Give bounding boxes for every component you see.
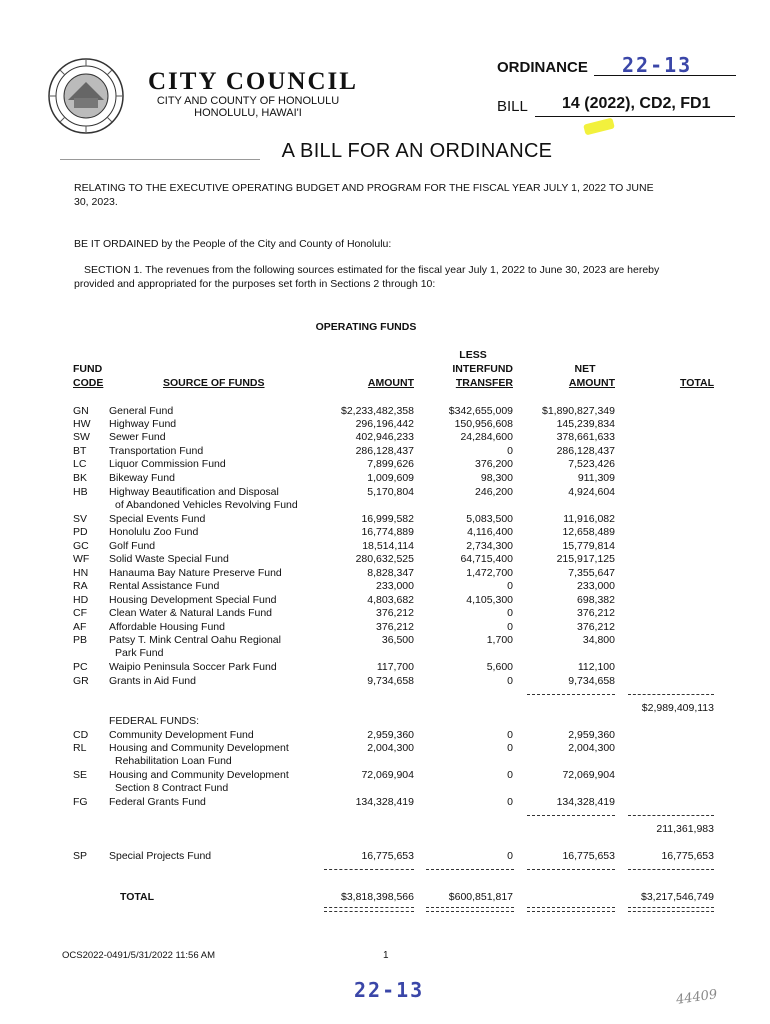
fund-net: 233,000	[577, 580, 615, 592]
fund-code: GC	[73, 540, 89, 552]
fund-source: Housing and Community Development	[109, 769, 289, 781]
fund-net: 286,128,437	[556, 445, 615, 457]
fund-interfund: 5,600	[486, 661, 513, 673]
fund-net: 134,328,419	[556, 796, 615, 808]
table-row	[0, 729, 770, 742]
fund-code: SW	[73, 431, 90, 443]
fund-source: Golf Fund	[109, 540, 156, 552]
header-code: CODE	[73, 377, 104, 389]
fund-interfund: 0	[507, 796, 513, 808]
fund-amount: 4,803,682	[367, 594, 414, 606]
grand-total-amount: $3,818,398,566	[341, 891, 414, 903]
table-row	[0, 445, 770, 458]
header-less: LESS	[459, 349, 487, 361]
fund-source: Highway Fund	[109, 418, 177, 430]
fund-amount: 286,128,437	[355, 445, 414, 457]
fund-net: 2,959,360	[568, 729, 615, 741]
fund-code: CD	[73, 729, 89, 741]
fund-source: Patsy T. Mink Central Oahu Regional	[109, 634, 281, 646]
fund-net: 4,924,604	[568, 486, 615, 498]
table-row	[0, 850, 770, 863]
fund-source: Grants in Aid Fund	[109, 675, 196, 687]
table-row	[0, 621, 770, 634]
fund-source: Special Events Fund	[109, 513, 206, 525]
fund-amount: 5,170,804	[367, 486, 414, 498]
city-seal-logo	[48, 58, 124, 134]
fund-interfund: 5,083,500	[466, 513, 513, 525]
fund-interfund: 24,284,600	[460, 431, 513, 443]
fund-net: 378,661,633	[556, 431, 615, 443]
fund-code: PB	[73, 634, 88, 646]
fund-net: 7,355,647	[568, 567, 615, 579]
fund-source: Rental Assistance Fund	[109, 580, 220, 592]
relating-clause: RELATING TO THE EXECUTIVE OPERATING BUDGET AND PROGRAM FOR THE FISCAL YEAR JULY 1, 2022 TO JUNE 30, 2023.	[74, 182, 654, 208]
fund-source: General Fund	[109, 405, 174, 417]
fund-net: 911,309	[577, 472, 615, 484]
fund-net: 7,523,426	[568, 458, 615, 470]
fund-net: 15,779,814	[562, 540, 615, 552]
fund-code: SP	[73, 850, 88, 862]
fund-code: HD	[73, 594, 89, 606]
fund-code: HN	[73, 567, 89, 579]
fund-source: Housing Development Special Fund	[109, 594, 277, 606]
total-double-underline	[628, 907, 714, 912]
table-row	[0, 405, 770, 418]
grand-total-row	[0, 891, 770, 904]
table-row	[0, 472, 770, 485]
table-row	[0, 594, 770, 607]
table-row	[0, 661, 770, 674]
fund-net: 112,100	[577, 661, 615, 673]
fund-code: WF	[73, 553, 90, 565]
document-title: A BILL FOR AN ORDINANCE	[281, 140, 553, 162]
fund-code: LC	[73, 458, 87, 470]
fund-interfund: 0	[507, 580, 513, 592]
fund-total: 16,775,653	[661, 850, 714, 862]
fund-source: Highway Beautification and Disposal	[109, 486, 279, 498]
header-amount: AMOUNT	[367, 377, 414, 389]
fund-source: Transportation Fund	[109, 445, 204, 457]
fund-source: Bikeway Fund	[109, 472, 175, 484]
interfund-double-underline	[426, 907, 514, 912]
fund-interfund: 4,116,400	[467, 526, 513, 538]
fund-amount: 233,000	[376, 580, 414, 592]
fund-source: Clean Water & Natural Lands Fund	[109, 607, 273, 619]
fund-net: 2,004,300	[568, 742, 615, 754]
header-net-amount: AMOUNT	[568, 377, 615, 389]
table-row-continuation	[0, 499, 770, 512]
fund-net: 376,212	[577, 607, 615, 619]
fund-source: Honolulu Zoo Fund	[109, 526, 199, 538]
table-row	[0, 526, 770, 539]
council-title: CITY COUNCIL	[148, 68, 358, 95]
header-source: SOURCE OF FUNDS	[163, 377, 265, 389]
table-row	[0, 486, 770, 499]
fund-net: 16,775,653	[562, 850, 615, 862]
fund-net: 11,916,082	[563, 513, 615, 525]
fund-code: HW	[73, 418, 91, 430]
net-underline	[527, 815, 615, 816]
fund-source: Waipio Peninsula Soccer Park Fund	[109, 661, 277, 673]
fund-source: Hanauma Bay Nature Preserve Fund	[109, 567, 282, 579]
federal-funds-heading: FEDERAL FUNDS:	[109, 715, 200, 727]
fund-amount: 16,774,889	[361, 526, 414, 538]
section-1-text	[74, 263, 674, 291]
net-underline	[527, 869, 615, 870]
ordinance-number-stamp: 22-13	[622, 53, 693, 77]
total-underline	[628, 815, 714, 816]
fund-code: FG	[73, 796, 88, 808]
fund-source-cont: Park Fund	[115, 647, 164, 659]
total-underline	[628, 869, 714, 870]
council-sub-line2: HONOLULU, HAWAI'I	[194, 107, 302, 119]
fund-code: RL	[73, 742, 87, 754]
fund-amount: 8,828,347	[367, 567, 414, 579]
fund-amount: 36,500	[381, 634, 414, 646]
interfund-underline	[426, 869, 514, 870]
ordinance-number-stamp-bottom: 22-13	[354, 978, 425, 1002]
fund-interfund: 1,700	[486, 634, 513, 646]
fund-net: 12,658,489	[562, 526, 615, 538]
header-interfund: INTERFUND	[452, 363, 513, 375]
fund-amount: 376,212	[376, 621, 414, 633]
section-1-body: SECTION 1. The revenues from the following sources estimated for the fiscal year July 1, 2022 to June 30, 2023 are hereby provided and appropriated for the purposes set forth in Sections 2 through 10:	[74, 264, 660, 290]
fund-source-cont: Section 8 Contract Fund	[115, 782, 229, 794]
council-sub-line1: CITY AND COUNTY OF HONOLULU	[156, 95, 340, 107]
fund-amount: 2,004,300	[367, 742, 414, 754]
table-row	[0, 580, 770, 593]
fund-amount: $2,233,482,358	[341, 405, 414, 417]
fund-source: Affordable Housing Fund	[109, 621, 225, 633]
grand-total-net: $3,217,546,749	[641, 891, 714, 903]
subtotal-operating: $2,989,409,113	[641, 702, 714, 714]
fund-interfund: 64,715,400	[460, 553, 513, 565]
fund-amount: 1,009,609	[367, 472, 414, 484]
fund-amount: 134,328,419	[355, 796, 414, 808]
fund-code: BT	[73, 445, 87, 457]
operating-funds-heading: OPERATING FUNDS	[315, 321, 417, 333]
fund-source: Sewer Fund	[109, 431, 166, 443]
fund-amount: 376,212	[376, 607, 414, 619]
table-row	[0, 634, 770, 647]
fund-source: Solid Waste Special Fund	[109, 553, 229, 565]
bill-underline	[535, 116, 735, 117]
highlighter-mark	[583, 118, 615, 136]
bill-number: 14 (2022), CD2, FD1	[562, 95, 711, 112]
table-row	[0, 418, 770, 431]
fund-amount: 7,899,626	[367, 458, 414, 470]
amount-double-underline	[324, 907, 414, 912]
subtotal-federal: 211,361,983	[656, 823, 714, 835]
fund-code: RA	[73, 580, 88, 592]
fund-source: Special Projects Fund	[109, 850, 212, 862]
header-transfer: TRANSFER	[455, 377, 513, 389]
ordinance-label: ORDINANCE	[497, 59, 588, 76]
table-row	[0, 540, 770, 553]
table-row	[0, 431, 770, 444]
fund-interfund: 0	[507, 607, 513, 619]
fund-net: 9,734,658	[568, 675, 615, 687]
fund-interfund: 1,472,700	[466, 567, 513, 579]
fund-amount: 117,700	[376, 661, 414, 673]
fund-source: Housing and Community Development	[109, 742, 289, 754]
fund-interfund: 150,956,608	[454, 418, 513, 430]
fund-interfund: 2,734,300	[466, 540, 513, 552]
fund-code: AF	[73, 621, 87, 633]
fund-net: 698,382	[577, 594, 615, 606]
table-row	[0, 553, 770, 566]
federal-heading-row	[0, 715, 770, 728]
fund-code: PD	[73, 526, 88, 538]
header-fund: FUND	[73, 363, 103, 375]
fund-interfund: 0	[507, 850, 513, 862]
page-number: 1	[383, 950, 389, 961]
subtotal-federal-row	[0, 823, 770, 836]
net-underline	[527, 694, 615, 695]
fund-net: 34,800	[582, 634, 615, 646]
handwritten-note: 44409	[675, 987, 719, 1008]
fund-interfund: 98,300	[480, 472, 513, 484]
table-row-continuation	[0, 647, 770, 660]
enacting-clause: BE IT ORDAINED by the People of the City and County of Honolulu:	[74, 238, 392, 250]
fund-interfund: 0	[507, 621, 513, 633]
fund-code: CF	[73, 607, 87, 619]
fund-source: Community Development Fund	[109, 729, 254, 741]
fund-interfund: 4,105,300	[466, 594, 513, 606]
fund-amount: 280,632,525	[355, 553, 414, 565]
amount-underline	[324, 869, 414, 870]
fund-interfund: 0	[507, 742, 513, 754]
fund-net: $1,890,827,349	[542, 405, 615, 417]
subtotal-operating-row	[0, 702, 770, 715]
table-row	[0, 607, 770, 620]
fund-net: 145,239,834	[556, 418, 615, 430]
fund-amount: 2,959,360	[367, 729, 414, 741]
table-row	[0, 513, 770, 526]
header-total: TOTAL	[679, 377, 714, 389]
fund-net: 376,212	[577, 621, 615, 633]
table-row	[0, 458, 770, 471]
table-row-continuation	[0, 782, 770, 795]
fund-code: GN	[73, 405, 89, 417]
fund-code: HB	[73, 486, 88, 498]
fund-amount: 72,069,904	[361, 769, 414, 781]
table-row	[0, 796, 770, 809]
table-row-continuation	[0, 755, 770, 768]
fund-code: SE	[73, 769, 88, 781]
net-double-underline	[527, 907, 615, 912]
table-row	[0, 769, 770, 782]
fund-code: BK	[73, 472, 88, 484]
fund-interfund: 0	[507, 445, 513, 457]
document-id: OCS2022-0491/5/31/2022 11:56 AM	[62, 950, 215, 961]
bill-label: BILL	[497, 98, 528, 115]
fund-code: SV	[73, 513, 88, 525]
fund-interfund: 0	[507, 675, 513, 687]
table-row	[0, 675, 770, 688]
fund-code: PC	[73, 661, 88, 673]
fund-source: Liquor Commission Fund	[109, 458, 226, 470]
table-row	[0, 567, 770, 580]
fund-amount: 296,196,442	[355, 418, 414, 430]
fund-amount: 16,999,582	[361, 513, 414, 525]
fund-source: Federal Grants Fund	[109, 796, 206, 808]
fund-interfund: 376,200	[475, 458, 513, 470]
fund-amount: 18,514,114	[362, 540, 414, 552]
council-subtitle	[148, 95, 348, 119]
fund-amount: 16,775,653	[361, 850, 414, 862]
fund-amount: 9,734,658	[367, 675, 414, 687]
total-underline	[628, 694, 714, 695]
fund-source-cont: of Abandoned Vehicles Revolving Fund	[115, 499, 298, 511]
fund-interfund: 0	[507, 729, 513, 741]
fund-net: 72,069,904	[562, 769, 615, 781]
fund-net: 215,917,125	[556, 553, 615, 565]
fund-code: GR	[73, 675, 89, 687]
table-row	[0, 742, 770, 755]
fund-interfund: 246,200	[475, 486, 513, 498]
grand-total-label: TOTAL	[120, 891, 155, 903]
grand-total-interfund: $600,851,817	[448, 891, 513, 903]
fund-interfund: 0	[507, 769, 513, 781]
fund-interfund: $342,655,009	[448, 405, 513, 417]
header-net: NET	[574, 363, 596, 375]
fund-source-cont: Rehabilitation Loan Fund	[115, 755, 232, 767]
fund-amount: 402,946,233	[355, 431, 414, 443]
